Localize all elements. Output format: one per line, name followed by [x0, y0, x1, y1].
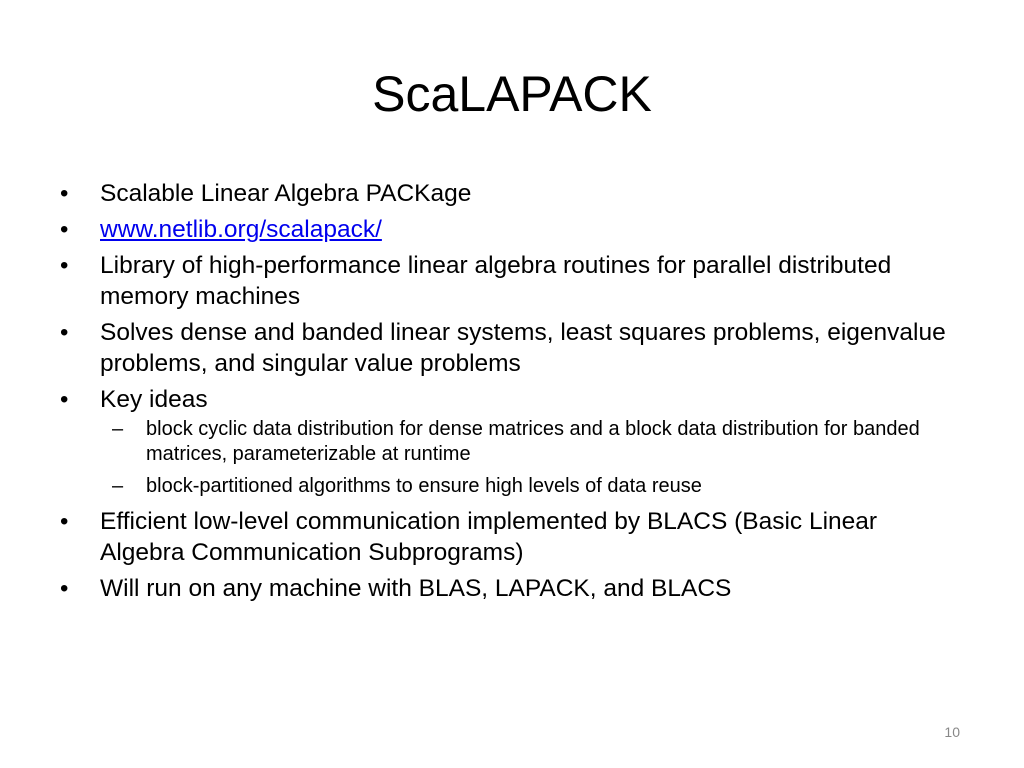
bullet-item — [58, 506, 958, 568]
bullet-marker: • — [60, 252, 69, 279]
sub-bullet-item — [100, 474, 958, 499]
slide-title: ScaLAPACK — [372, 66, 652, 122]
slide-content — [58, 178, 958, 609]
bullet-item — [58, 178, 958, 209]
bullet-marker: • — [60, 319, 69, 346]
sub-bullet-text: block cyclic data distribution for dense matrices and a block data distribution for banded matrices, parameterizable at runtime — [146, 418, 920, 465]
bullet-item — [58, 573, 958, 604]
sub-bullet-text: block-partitioned algorithms to ensure high levels of data reuse — [146, 475, 702, 497]
bullet-text: Solves dense and banded linear systems, least squares problems, eigenvalue problems, and singular value problems — [100, 319, 946, 377]
sub-bullet-marker: – — [112, 475, 124, 497]
bullet-marker: • — [60, 386, 69, 413]
bullet-text: Key ideas — [100, 386, 208, 413]
bullet-text: Library of high-performance linear algebra routines for parallel distributed memory machines — [100, 252, 892, 310]
sub-bullet-list — [100, 417, 958, 499]
bullet-item — [58, 384, 958, 499]
bullet-item — [58, 317, 958, 379]
bullet-text: Scalable Linear Algebra PACKage — [100, 180, 472, 207]
bullet-item — [58, 250, 958, 312]
bullet-marker: • — [60, 508, 69, 535]
bullet-text: Efficient low-level communication implemented by BLACS (Basic Linear Algebra Communication Subprograms) — [100, 508, 878, 566]
bullet-text: Will run on any machine with BLAS, LAPACK, and BLACS — [100, 575, 732, 602]
bullet-marker: • — [60, 216, 69, 243]
sub-bullet-marker: – — [112, 418, 124, 440]
bullet-marker: • — [60, 180, 69, 207]
sub-bullet-item — [100, 417, 958, 467]
page-number: 10 — [944, 724, 960, 740]
bullet-item — [58, 214, 958, 245]
scalapack-link[interactable]: www.netlib.org/scalapack/ — [100, 216, 382, 243]
bullet-marker: • — [60, 575, 69, 602]
